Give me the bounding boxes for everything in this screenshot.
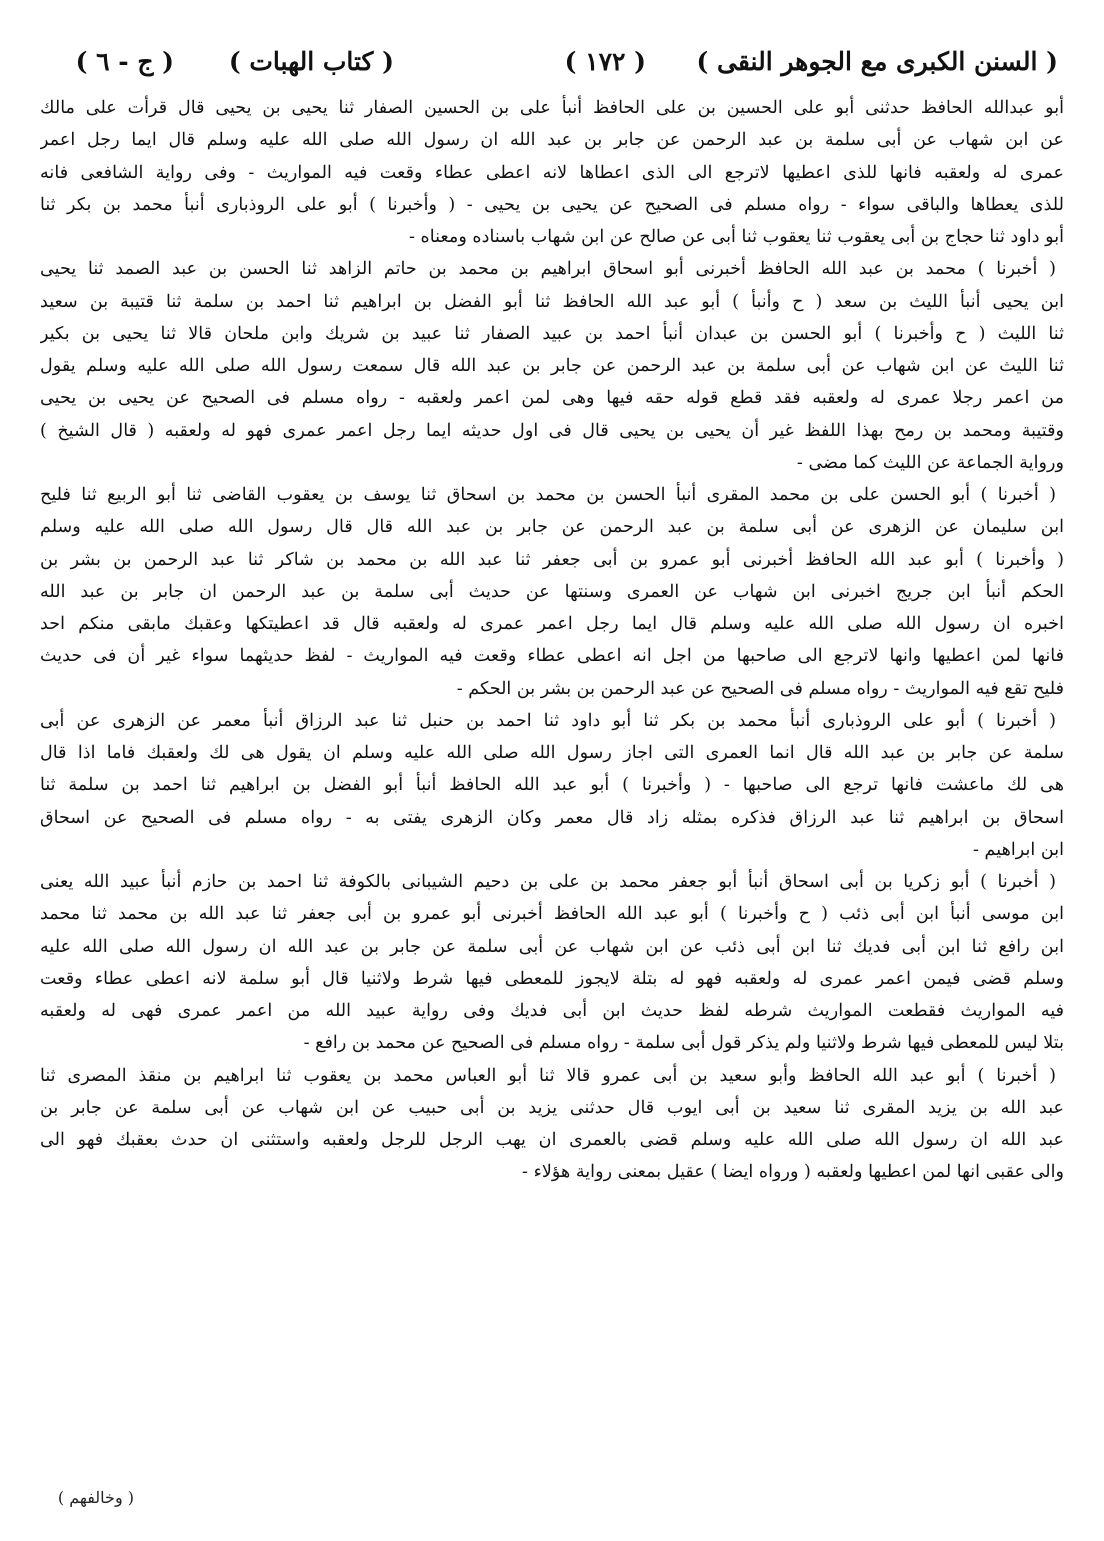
text-line: أبو عبدالله الحافظ حدثنى أبو على الحسين بن على الحافظ أنبأ على بن الحسين الصفار ثنا يحيى بن يحيى قال قرأت على مالك bbox=[40, 98, 1064, 118]
text-line: اسحاق بن ابراهيم ثنا عبد الرزاق فذكره بمثله زاد قال معمر وكان الزهرى يفتى به - رواه مسلم فى الصحيح عن اسحاق bbox=[40, 807, 1064, 828]
text-line: ( أخبرنا ) أبو الحسن على بن محمد المقرى أنبأ الحسن بن محمد بن اسحاق ثنا يوسف بن يعقوب القاضى ثنا أبو الربيع ثنا فليح bbox=[40, 485, 1056, 505]
text-line: ( أخبرنا ) أبو على الروذبارى أنبأ محمد بن بكر ثنا أبو داود ثنا احمد بن حنبل ثنا عبد الرزاق أنبأ معمر عن الزهرى عن أبى bbox=[40, 710, 1056, 731]
text-line: عبد الله بن يزيد المقرى ثنا سعيد بن أبى ايوب قال حدثنى يزيد بن أبى حبيب عن ابن شهاب عن أبى سلمة عن جابر بن bbox=[40, 1097, 1064, 1118]
text-line: ( أخبرنا ) أبو زكريا بن أبى اسحاق أنبأ أبو جعفر محمد بن على بن دحيم الشيبانى بالكوفة ثنا احمد بن حازم أنبأ عبيد الله يعنى bbox=[40, 872, 1056, 892]
text-line: وقتيبة ومحمد بن رمح بهذا اللفظ غير أن يحيى بن يحيى قال فى اول حديثه ايما رجل اعمر عمرى فهو له ولعقبه ( قال الشيخ ) bbox=[40, 420, 1064, 441]
text-line: فانها لمن اعطيها وانها لاترجع الى صاحبها من اجل انه اعطى عطاء وقعت فيه المواريث - لفظ حديثهما سواء غير أن فى حديث bbox=[40, 646, 1064, 667]
header-volume-number: ( ج - ٦ ) bbox=[75, 47, 174, 76]
text-line: عبد الله ان رسول الله صلى الله عليه وسلم قضى بالعمرى ان يهب الرجل للرجل ولعقبه واستثنى ان حدث بعقبك فهو الى bbox=[40, 1130, 1064, 1150]
text-line: ( وأخبرنا ) أبو عبد الله الحافظ أخبرنى أبو عمرو بن أبى جعفر ثنا عبد الله بن محمد بن شاكر ثنا عبد الرحمن بن بشر بن bbox=[40, 549, 1064, 570]
text-line: بتلا ليس للمعطى فيها شرط ولاثنيا ولم يذكر قول أبى سلمة - رواه مسلم فى الصحيح عن محمد بن رافع - bbox=[303, 1033, 1064, 1054]
book-page bbox=[40, 40, 1064, 1510]
text-line: ( أخبرنا ) أبو عبد الله الحافظ وأبو سعيد بن أبى عمرو قالا ثنا أبو العباس محمد بن يعقوب ثنا ابراهيم بن منقذ المصرى ثنا bbox=[40, 1065, 1056, 1086]
text-line: ابن ابراهيم - bbox=[973, 839, 1064, 860]
text-line: ثنا الليث ( ح وأخبرنا ) أبو الحسن بن عبدان أنبأ احمد بن عبيد الصفار ثنا عبيد بن شريك وابن ملحان قالا ثنا يحيى بن بكير bbox=[40, 323, 1064, 344]
text-line: ورواية الجماعة عن الليث كما مضى - bbox=[796, 452, 1064, 473]
text-line: فليح تقع فيه المواريث - رواه مسلم فى الصحيح عن عبد الرحمن بن بشر بن الحكم - bbox=[456, 678, 1064, 699]
text-line: ( أخبرنا ) محمد بن عبد الله الحافظ أخبرنى أبو اسحاق ابراهيم بن محمد بن حاتم الزاهد ثنا الحسن بن عبد الصمد ثنا يحيى bbox=[40, 259, 1056, 280]
text-line: هى لك ماعشت فانها ترجع الى صاحبها - ( وأخبرنا ) أبو عبد الله الحافظ أنبأ أبو الفضل بن ابراهيم ثنا احمد بن سلمة ثنا bbox=[40, 775, 1064, 796]
text-line: فيه المواريث فقطعت المواريث شرطه لفظ حديث ابن أبى فديك وفى رواية عبيد الله من اعمر عمرى فهى له ولعقبه bbox=[40, 1001, 1064, 1021]
header-book-title: ( السنن الكبرى مع الجوهر النقى ) bbox=[696, 47, 1058, 76]
running-header bbox=[40, 40, 1064, 84]
text-line: للذى يعطاها والباقى سواء - رواه مسلم فى الصحيح عن يحيى بن يحيى - ( وأخبرنا ) أبو على الروذبارى أنبأ محمد بن بكر ثنا bbox=[40, 194, 1064, 215]
text-line: وسلم قضى فيمن اعمر عمرى له ولعقبه فهو له بتلة لايجوز للمعطى فيها شرط ولاثنيا قال أبو سلمة لانه اعطى عطاء وقعت bbox=[40, 968, 1064, 989]
text-line: ابن يحيى أنبأ الليث بن سعد ( ح وأنبأ ) أبو عبد الله الحافظ ثنا أبو الفضل بن ابراهيم ثنا احمد بن سلمة ثنا قتيبة بن سعيد bbox=[40, 291, 1064, 312]
text-line: والى عقبى انها لمن اعطيها ولعقبه ( ورواه ايضا ) عقيل بمعنى رواية هؤلاء - bbox=[522, 1162, 1064, 1183]
text-line: اخبره ان رسول الله صلى الله عليه وسلم قال ايما رجل اعمر عمرى له ولعقبه قال قد اعطيتكها وعقبك مابقى منكم احد bbox=[40, 614, 1064, 634]
text-line: عن ابن شهاب عن أبى سلمة بن عبد الرحمن عن جابر بن عبد الله ان رسول الله صلى الله عليه وسلم قال ايما رجل اعمر bbox=[40, 130, 1064, 151]
text-line: ثنا الليث عن ابن شهاب عن أبى سلمة بن عبد الرحمن عن جابر بن عبد الله قال سمعت رسول الله صلى الله عليه وسلم يقول bbox=[40, 356, 1064, 376]
text-line: ابن موسى أنبأ ابن أبى ذئب ( ح وأخبرنا ) أبو عبد الله الحافظ أخبرنى أبو عمرو بن أبى جعفر ثنا عبد الله بن محمد ثنا محمد bbox=[40, 904, 1064, 925]
page-body bbox=[40, 92, 1064, 1189]
text-line: الحكم أنبأ ابن جريج اخبرنى ابن شهاب عن العمرى وسنتها عن حديث أبى سلمة بن عبد الرحمن ان جابر بن عبد الله bbox=[40, 581, 1064, 602]
header-chapter-title: ( كتاب الهبات ) bbox=[228, 47, 394, 76]
catchword: ( وخالفهم ) bbox=[57, 1488, 134, 1507]
text-line: ابن سليمان عن الزهرى عن أبى سلمة بن عبد الرحمن عن جابر بن عبد الله قال قال رسول الله صلى الله عليه وسلم bbox=[40, 517, 1064, 538]
text-line: عمرى له ولعقبه فانها للذى اعطيها لاترجع الى الذى اعطاها لانه اعطى عطاء وقعت فيه المواريث - وفى رواية الشافعى فانه bbox=[40, 162, 1064, 183]
text-line: من اعمر رجلا عمرى له ولعقبه فقد قطع قوله حقه فيها وهى لمن اعمر ولعقبه - رواه مسلم فى الصحيح عن يحيى بن يحيى bbox=[40, 388, 1064, 409]
text-line: أبو داود ثنا حجاج بن أبى يعقوب ثنا يعقوب ثنا أبى عن صالح عن ابن شهاب باسناده ومعناه - bbox=[408, 227, 1064, 247]
text-line: سلمة عن جابر بن عبد الله قال انما العمرى التى اجاز رسول الله صلى الله عليه وسلم ان يقول هى لك ولعقبك فاما اذا قال bbox=[40, 743, 1064, 763]
text-line: ابن رافع ثنا ابن أبى فديك ثنا ابن أبى ذئب عن ابن شهاب عن أبى سلمة عن جابر بن عبد الله ان رسول الله صلى الله عليه bbox=[40, 936, 1064, 957]
header-page-number: ( ١٧٢ ) bbox=[564, 47, 646, 76]
